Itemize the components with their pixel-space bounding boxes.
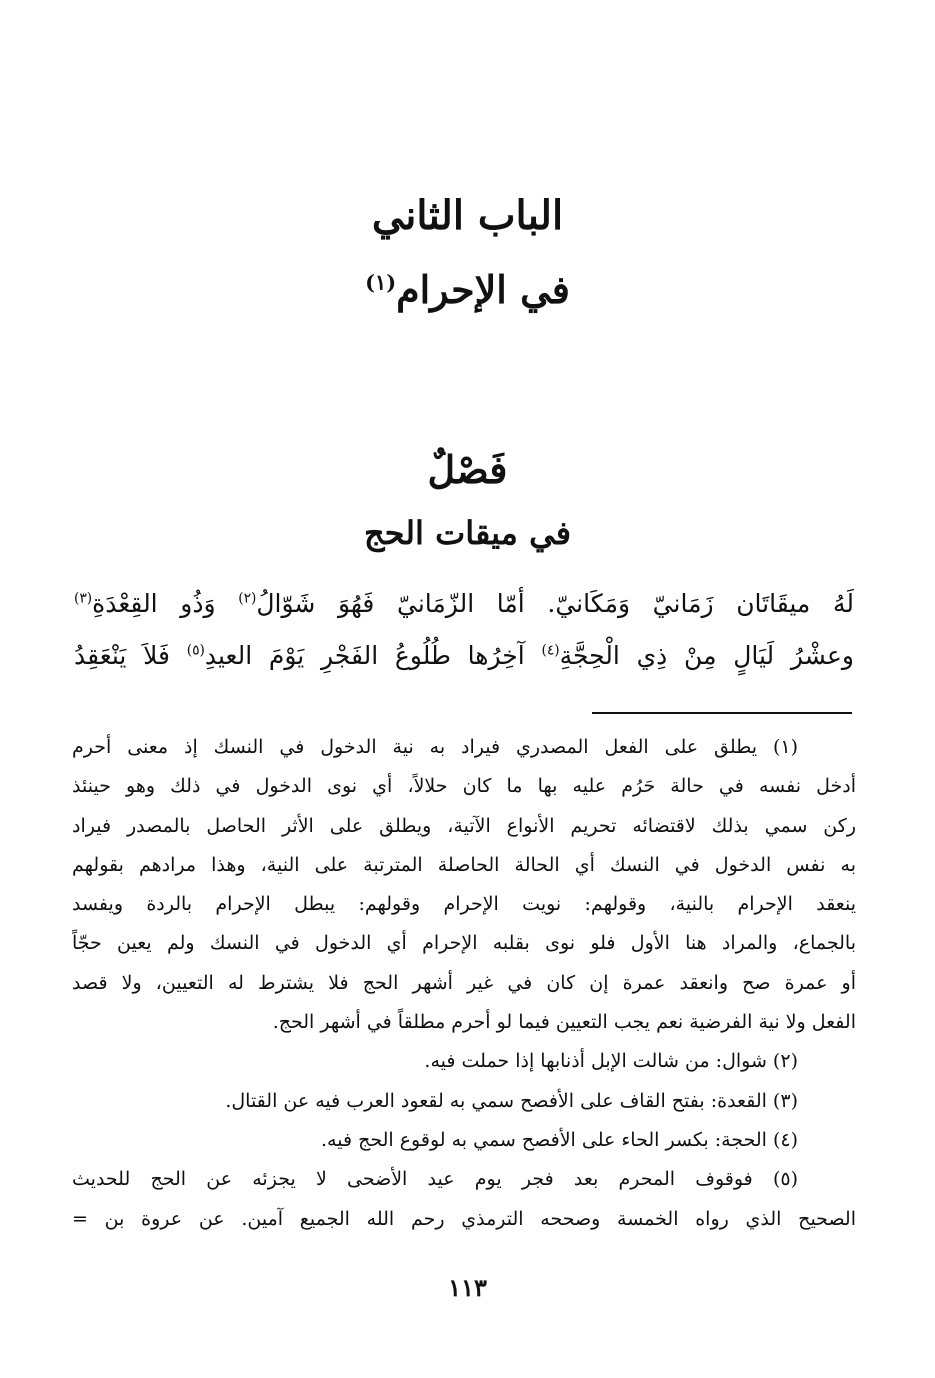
- main-text-segment: آخِرُها طُلُوعُ الفَجْرِ يَوْمَ العيدِ: [204, 641, 542, 670]
- main-text-segment: فَلاَ يَنْعَقِدُ: [74, 641, 187, 670]
- footnote-line: أدخل نفسه في حالة حَرُم عليه بها ما كان حلالاً، أي نوى الدخول في ذلك وهو حينئذ: [72, 775, 856, 798]
- footnote-ref-5[interactable]: (٥): [186, 642, 205, 659]
- footnote-4: [72, 1121, 856, 1160]
- footnote-line: (٢) شوال: من شالت الإبل أذنابها إذا حملت فيه.: [424, 1050, 798, 1073]
- footnote-line: (٣) القعدة: بفتح القاف على الأفصح سمي به لقعود العرب فيه عن القتال.: [225, 1089, 798, 1112]
- section-title-text: فَصْلٌ: [427, 447, 508, 492]
- footnote-line: بالجماع، والمراد هنا الأول فلو نوى بقلبه الإحرام أي الدخول في النسك ولم يعين حجّاً: [72, 932, 856, 955]
- footnote-line: الفعل ولا نية الفرضية نعم يجب التعيين فيما لو أحرم مطلقاً في أشهر الحج.: [272, 1011, 856, 1034]
- section-title: [0, 440, 935, 500]
- footnote-ref-3[interactable]: (٣): [74, 590, 93, 607]
- footnote-ref-1[interactable]: (١): [365, 269, 397, 295]
- footnote-ref-4[interactable]: (٤): [541, 642, 560, 659]
- footnote-1: [72, 728, 856, 1042]
- main-text-segment: لَهُ ميقَاتَان زَمَانيّ وَمَكَانيّ. أمّا الزّمَانيّ فَهُوَ شَوّالُ: [256, 589, 854, 618]
- footnote-line: ينعقد الإحرام بالنية، وقولهم: نويت الإحرام وقولهم: يبطل الإحرام بالردة ويفسد: [72, 893, 856, 916]
- chapter-title: [0, 186, 935, 246]
- footnote-line: به نفس الدخول في النسك أي الحالة الحاصلة المترتبة على النية، وهذا مرادهم بقولهم: [72, 853, 856, 876]
- main-text-segment: وعشْرُ لَيَالٍ مِنْ ذِي الْحِجَّةِ: [559, 641, 854, 670]
- footnote-line: الصحيح الذي رواه الخمسة وصححه الترمذي رحم الله الجميع آمين. عن عروة بن =: [72, 1207, 856, 1230]
- section-subtitle: [0, 508, 935, 558]
- footnote-5: [72, 1160, 856, 1239]
- main-text-line-2: [74, 630, 854, 682]
- footnote-3: [72, 1082, 856, 1121]
- footnotes: [72, 728, 856, 1239]
- page-number-text: ١١٣: [448, 1273, 487, 1302]
- section-subtitle-text: في ميقات الحج: [363, 514, 572, 552]
- footnote-ref-2[interactable]: (٢): [238, 590, 257, 607]
- footnote-line: (٤) الحجة: بكسر الحاء على الأفصح سمي به لوقوع الحج فيه.: [321, 1128, 798, 1151]
- footnote-divider: [592, 712, 852, 714]
- footnote-line: (١) يطلق على الفعل المصدري فيراد به نية الدخول في النسك إذ معنى أحرم: [72, 736, 798, 758]
- chapter-title-text: الباب الثاني: [371, 192, 564, 239]
- main-text-line-1: [74, 578, 854, 630]
- main-text: [74, 578, 854, 682]
- chapter-subtitle: [0, 260, 935, 320]
- main-text-segment: وَذُو القِعْدَةِ: [92, 589, 239, 618]
- footnote-line: أو عمرة صح وانعقد عمرة إن كان في غير أشهر الحج فلا يشترط له التعيين، ولا قصد: [72, 971, 856, 994]
- footnote-2: [72, 1042, 856, 1081]
- footnote-line: ركن سمي بذلك لاقتضائه تحريم الأنواع الآتية، ويطلق على الأثر الحاصل بالمصدر فيراد: [72, 814, 856, 837]
- chapter-subtitle-text: في الإحرام: [396, 267, 570, 312]
- page-number: [0, 1268, 935, 1308]
- footnote-line: (٥) فوقوف المحرم بعد فجر يوم عيد الأضحى لا يجزئه عن الحج للحديث: [72, 1168, 798, 1191]
